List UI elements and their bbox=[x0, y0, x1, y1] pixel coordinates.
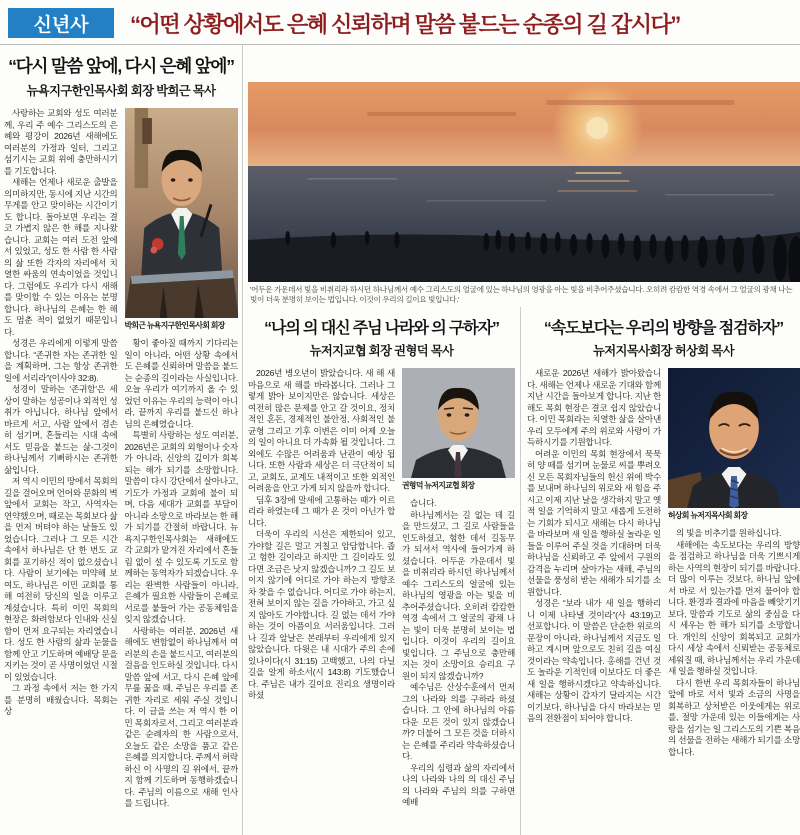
body-paragraph: 어려운 이민의 목회 현장에서 묵묵히 양 떼를 섬기며 눈물로 씨를 뿌려오신 모든 목회자님들의 헌신 위에 박수를 보내며 하나님의 위로와 새 힘을 주시고 이제 지난 날을 생각하지 말고 옛적 일을 기억하지 말고 새롭게 도전하는 기회가 되시고 새해는 다시 하나님을 바라보며 새 일을 행하실 놀라운 일들을 이루어 주실 것을 기대하며 더욱 하나님을 신뢰하고 주 앞에서 구원의 감격을 누리며 살아가는 새해, 주님의 선물을 풍성히 받는 새해가 되기를 소원합니다. bbox=[527, 448, 661, 597]
article-middle-col2 bbox=[402, 368, 515, 820]
masthead bbox=[0, 0, 800, 45]
body-paragraph: 성경은 “보라 내가 새 일을 행하리니 이제 나타낼 것이라”(사 43:19)고 선포합니다. 이 말씀은 단순한 위로의 문장이 아니라, 하나님께서 지금도 일하고 계시며 앞으로도 친히 길을 여실 것이라는 약속입니다. 홍해를 건넌 것도 놀라운 기적인데 이보다도 더 좋은 새 일을 행하시겠다고 약속하십니다. 새해는 상황이 갑자기 달라지는 시간이기보다, 하나님을 다시 바라보는 믿음의 전환점이 되어야 합니다. bbox=[527, 598, 661, 723]
body-paragraph: 저 역시 이민의 땅에서 목회의 길을 걸어오며 언어와 문화의 벽 앞에서 교회는 작고, 사역자는 연약했으며, 때로는 목회보다 삶을 먼저 버텨야 하는 날들도 있었습니다. 그러나 그 모든 시간 속에서 하나님은 단 한 번도 교회를 포기하신 적이 없으셨습니다. 사람이 보기에는 미약해 보여도, 하나님은 이민 교회를 통해 여전히 당신의 일을 이루고 계셨습니다. 특히 이민 목회의 현장은 화려함보다 인내와 신실함이 먼저 요구되는 자리였습니다. 성도 한 사람의 삶과 눈물을 함께 안고 기도하며 예배당 문을 지키는 것이 곧 사명이었던 시절이 있었습니다. bbox=[4, 476, 118, 682]
pastor-heo-photo bbox=[668, 368, 800, 508]
article-left-byline: 뉴욕지구한인목사회 회장 박희근 목사 bbox=[26, 84, 216, 98]
article-right bbox=[521, 307, 800, 835]
body-paragraph: 딤후 3장에 말세에 고통하는 때가 이르리라 하였는데 그 때가 온 것이 아닌가 합니다. bbox=[248, 494, 395, 528]
article-right-byline: 뉴저지목사회장 허상회 목사 bbox=[593, 344, 734, 358]
article-middle-headline: “나의 의 대신 주님 나라와 의 구하자” bbox=[264, 320, 499, 337]
body-paragraph: 예수님은 산상수훈에서 먼저 그의 나라와 의를 구하라 하셨습니다. 그 안에 하나님의 아름다운 모든 것이 있지 않겠습니까? 더불어 그 모든 것을 더하시는 은혜를 주리라 약속하셨습니다. bbox=[402, 682, 515, 761]
body-paragraph: 다시 한번 우리 목회자들이 하나님 앞에 바로 서서 빛과 소금의 사명을 회복하고 상처받은 이웃에게는 위로를, 절망 가운데 있는 이들에게는 사랑을 섬기는 일 그리스도의 기쁜 복음의 선물을 전하는 새해가 되기를 소망합니다. bbox=[668, 677, 800, 757]
article-middle-byline: 뉴저지교협 회장 권형덕 목사 bbox=[309, 344, 454, 358]
body-paragraph: 새해는 언제나 새로운 출발을 의미하지만, 동시에 지난 시간의 무게를 안고 맞이하는 시간이기도 합니다. 돌아보면 우리는 결코 가볍지 않은 한 해를 지나왔습니다. 교회는 여러 도전 앞에 서 있었고, 성도 한 사람 한 사람의 삶 또한 각자의 자리에서 치열한 싸움의 연속이었을 것입니다. 그럼에도 우리가 다시 새해를 맞이할 수 있는 이유는 분명합니다. 하나님의 은혜는 한 해도 멈춘 적이 없었기 때문입니다. bbox=[4, 177, 118, 337]
body-paragraph: 새로운 2026년 새해가 밝아왔습니다. 새해는 언제나 새로운 기대와 함께 지난 시간을 돌아보게 합니다. 지난 한 해도 목회 현장은 결코 쉽지 않았습니다. 이민 목회라는 치열한 삶을 살아낸 우리 모두에게 주의 위로와 사랑이 가득하시기를 기원합니다. bbox=[527, 368, 661, 447]
pastor-heo-photo-caption: 허상회 뉴저지목사회 회장 bbox=[668, 511, 748, 520]
pastor-kwon-photo-caption: 권형덕 뉴저지교협 회장 bbox=[402, 481, 475, 490]
body-paragraph: 그 과정 속에서 저는 한 가지를 분명히 배웠습니다. 목회는 상 bbox=[4, 683, 118, 716]
body-paragraph: 새해에는 속도보다는 우리의 방향을 점검하고 하나님을 더욱 기쁘시게 하는 사역의 현장이 되기를 바랍니다. 더 많이 이루는 것보다, 하나님 앞에서 바로 서 있는가를 먼저 물어야 합니다. 환경과 결과에 마음을 빼앗기기보다, 말씀과 기도로 삶의 중심을 다시 세우는 한 해가 되기를 소망합니다. 개인의 신앙이 회복되고 교회가 다시 세상 속에서 신뢰받는 공동체로 세워질 때, 하나님께서는 우리 가운데 새 일을 행하실 것입니다. bbox=[668, 539, 800, 676]
article-middle bbox=[248, 307, 521, 835]
body-paragraph: 더욱이 우리의 시선은 제한되어 있고, 가야할 길은 멀고 거칠고 암담합니다. 좁고 험한 길이라고 하지만 그 길이라도 있다면 조금은 낫지 않겠습니까? 그 길도 보이지 않기에 어디로 가야 하는지 방향조차 찾을 수 없습니다. 어디로 가야 하는지, 전혀 보이지 않는 길을 가야하고, 가고 싶지 않아도 가야합니다. 길 없는 데서 가야하는 것이 아픔이요 서러움입니다. 그러나 길과 앞날은 본래부터 우리에게 있지 않았습니다. 다윗은 내 시대가 주의 손에 있나이다(시 31:15) 고백했고, 나의 다닐 길을 알게 하소서(시 143:8) 기도했습니다. 주님은 내가 길이요 진리요 생명이라 하셨 bbox=[248, 529, 395, 700]
body-paragraph: 황이 좋아질 때까지 기다리는 일이 아니라, 어떤 상황 속에서도 은혜를 신뢰하며 말씀을 붙드는 순종의 길이라는 사실입니다. 오늘 우리가 여기까지 올 수 있었던 이유는 우리의 능력이 아니라, 끝까지 우리를 붙드신 하나님의 은혜였습니다. bbox=[124, 338, 238, 429]
pastor-park-photo bbox=[125, 108, 239, 318]
page-content bbox=[0, 45, 800, 835]
body-paragraph: 의 빛을 비추기를 원하십니다. bbox=[676, 528, 782, 538]
pastor-park-photo-caption: 박희근 뉴욕지구한인목사회 회장 bbox=[124, 321, 225, 330]
article-left-col2-text bbox=[125, 338, 239, 808]
article-right-col1 bbox=[527, 368, 661, 820]
article-left bbox=[0, 45, 243, 835]
body-paragraph: 사랑하는 여러분, 2026년 새해에도 변함없이 하나님께서 여러분의 손을 붙드시고, 여러분의 걸음을 인도하실 것입니다. 다시 말씀 앞에 서고, 다시 은혜 앞에 무릎 꿇을 때, 주님은 우리를 존귀한 자리로 세워 주실 것입니다. 이 글을 쓰는 저 역시 한 이민 목회자로서, 그리고 여러분과 같은 순례자의 한 사람으로서, 오늘도 같은 소망을 품고 같은 은혜를 의지합니다. 주께서 허락하신 이 사명의 길 위에서, 끝까지 함께 기도하며 동행하겠습니다. 주님의 이름으로 새해 인사를 드립니다. bbox=[124, 625, 238, 808]
article-right-col2 bbox=[668, 368, 800, 820]
main-headline: “어떤 상황에서도 은혜 신뢰하며 말씀 붙드는 순종의 길 갑시다” bbox=[130, 11, 680, 37]
article-left-col1 bbox=[4, 108, 118, 808]
pastor-kwon-photo bbox=[402, 368, 515, 478]
sea-photo-caption: '어두운 가운데서 빛을 비취리라 하시던 하나님께서 예수 그리스도의 얼굴에 있는 하나님의 영광을 아는 빛을 비추어주셨습니다. 오히려 캄캄한 역경 속에서 그 얼굴의 광채 나는 빛이 더욱 분명히 보이는 법입니다. 이것이 우리의 길이요 빛입니다.' bbox=[250, 285, 793, 304]
body-paragraph: 특별히 사랑하는 성도 여러분, 2026년은 교회의 외형이나 숫자가 아니라, 신앙의 깊이가 회복되는 해가 되기를 소망합니다. 말씀이 다시 강단에서 살아나고, 기도가 가정과 교회에 불이 되며, 다음 세대가 교회를 부담이 아니라 소망으로 바라보는 한 해가 되기를 간절히 바랍니다. 뉴욕지구한인목사회는 새해에도 각 교회가 맡겨진 자리에서 흔들림 없이 설 수 있도록 기도로 함께하는 동역자가 되겠습니다. 우리는 완벽한 사람들이 아니라, 은혜가 필요한 사람들이 은혜로 서로를 붙들어 가는 공동체임을 잊지 않겠습니다. bbox=[124, 430, 238, 624]
body-paragraph: 습니다. bbox=[410, 498, 437, 508]
article-left-headline: “다시 말씀 앞에, 다시 은혜 앞에” bbox=[8, 56, 234, 76]
body-paragraph: 성경은 우리에게 이렇게 말씀합니다. “존귀한 자는 존귀한 일을 계획하며, 그는 항상 존귀한 일에 서리라”(이사야 32:8). bbox=[4, 338, 118, 383]
body-paragraph: 2026년 병오년이 밝았습니다. 새 해 새 마음으로 새 해를 바라봅니다. 그러나 그렇게 밝아 보이지만은 않습니다. 세상은 여전히 많은 문제를 안고 갈 것이요, 정치적인 혼돈, 경제적인 불안정, 사회적인 불균형 그리고 기후 이변은 이미 어제 오늘의 일이 아니요 더 가속화 될 것입니다. 그 외에도 수많은 어려움과 난관이 예상 됩니다. 또한 사람과 세상은 더 극단적이 되고, 교회도, 교계도 내적이고 또한 외적인 어려움을 안고 가게 되지 않을까 합니다. bbox=[248, 368, 395, 493]
article-right-col2-text bbox=[668, 528, 800, 758]
sea-photo-block bbox=[248, 82, 800, 307]
section-label-badge: 신년사 bbox=[8, 8, 114, 38]
article-middle-col1 bbox=[248, 368, 395, 820]
article-middle-col2-text bbox=[402, 498, 515, 809]
article-right-headline: “속도보다는 우리의 방향을 점검하자” bbox=[543, 320, 784, 337]
region-right bbox=[243, 45, 800, 835]
body-paragraph: 성경이 말하는 ‘존귀함’은 세상이 말하는 성공이나 외적인 성취가 아닙니다. 하나님 앞에서 바르게 서고, 사람 앞에서 겸손히 섬기며, 흔들리는 시대 속에서도 믿음을 붙드는 삶-그것이 하나님께서 기뻐하시는 존귀한 삶입니다. bbox=[4, 384, 118, 475]
body-paragraph: 하나님께서는 길 없는 데 길을 만드셨고, 그 길로 사람들을 인도하셨고, 험한 데서 길동무가 되셔서 역사에 들어가게 하셨습니다. 어두운 가운데서 빛을 비취리라 하시던 하나님께서 예수 그리스도의 얼굴에 있는 하나님의 영광을 아는 빛을 비추어주셨습니다. 오히려 캄캄한 역경 속에서 그 얼굴의 광채 나는 빛이 더욱 분명히 보이는 법입니다. 이것이 우리의 길이요 빛입니다. 그 주님으로 충만해지는 것이 소망이요 승리요 구원이 되지 않겠습니까? bbox=[402, 509, 515, 681]
sunrise-sea-photo bbox=[248, 82, 800, 282]
body-paragraph: 사랑하는 교회와 성도 여러분께, 우리 주 예수 그리스도의 은혜와 평강이 2026년 새해에도 여러분의 가정과 일터, 그리고 섬기시는 교회 위에 충만하시기를 기도합니다. bbox=[4, 108, 118, 176]
article-left-col2 bbox=[125, 108, 239, 808]
body-paragraph: 우리의 심령과 삶의 자리에서 나의 나라와 나의 의 대신 주님의 나라와 주님의 의를 구하면 예배 bbox=[402, 762, 515, 807]
